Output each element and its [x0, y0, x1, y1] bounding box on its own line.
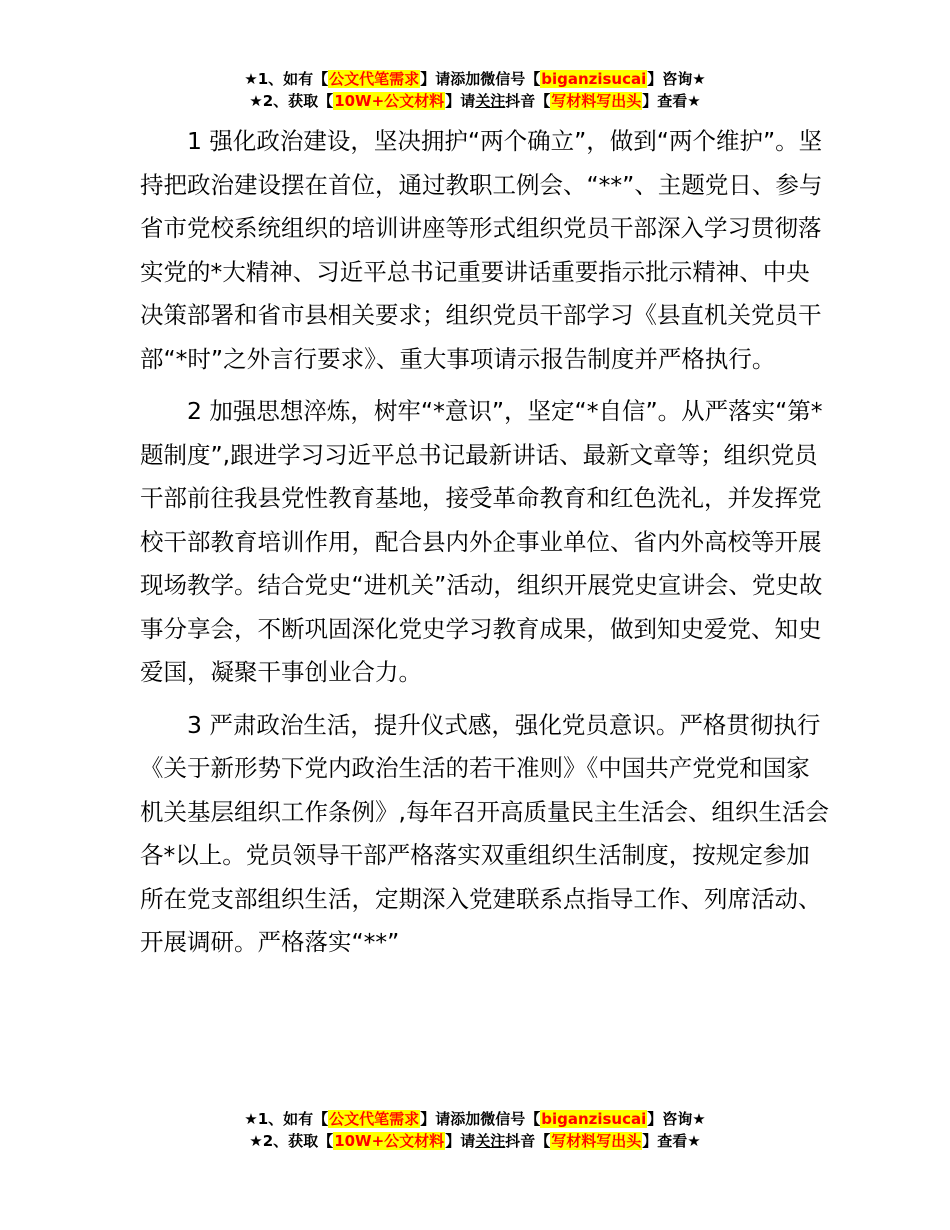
paragraph-3: 3 严肃政治生活，提升仪式感，强化党员意识。严格贯彻执行《关于新形势下党内政治生活的若干准则》《中国共产党党和国家机关基层组织工作条例》,每年召开高质量民主生活会、组织生活会各*以上。党员领导干部严格落实双重组织生活制度，按规定参加所在党支部组织生活，定期深入党建联系点指导工作、列席活动、开展调研。严格落实“**” [140, 710, 829, 956]
document-body [140, 120, 832, 974]
header-line-2-suffix: 】查看★ [642, 92, 701, 110]
header-line-2 [0, 90, 950, 112]
header-line-1-mid: 】请添加微信号【 [420, 70, 541, 88]
header-line-1-suffix: 】咨询★ [647, 70, 706, 88]
header-line-1-prefix: ★1、如有【 [244, 70, 329, 88]
paragraph-1: 1 强化政治建设，坚决拥护“两个确立”，做到“两个维护”。坚持把政治建设摆在首位，通过教职工例会、“**”、主题党日、参与省市党校系统组织的培训讲座等形式组织党员干部深入学习贯彻落实党的*大精神、习近平总书记重要讲话重要指示批示精神、中央决策部署和省市县相关要求；组织党员干部学习《县直机关党员干部“*时”之外言行要求》、重大事项请示报告制度并严格执行。 [140, 127, 823, 373]
footer-line-1-prefix: ★1、如有【 [244, 1110, 329, 1128]
header-banner [0, 68, 950, 112]
header-line-1 [0, 68, 950, 90]
footer-line-1-suffix: 】咨询★ [647, 1110, 706, 1128]
footer-line-2-follow: 关注 [475, 1132, 506, 1150]
header-highlight-wechat-id: biganzisucai [541, 70, 647, 88]
header-line-2-mid-c: 抖音【 [505, 92, 551, 110]
footer-highlight-wechat-id: biganzisucai [541, 1110, 647, 1128]
paragraph-2: 2 加强思想淬炼，树牢“*意识”，坚定“*自信”。从严落实“第*题制度”,跟进学习习近平总书记最新讲话、最新文章等；组织党员干部前往我县党性教育基地，接受革命教育和红色洗礼，并发挥党校干部教育培训作用，配合县内外企事业单位、省内外高校等开展现场教学。结合党史“进机关”活动，组织开展党史宣讲会、党史故事分享会，不断巩固深化党史学习教育成果，做到知史爱党、知史爱国，凝聚干事创业合力。 [140, 397, 823, 686]
header-highlight-douyin: 写材料写出头 [551, 92, 642, 110]
header-highlight-ghostwriting: 公文代笔需求 [329, 70, 420, 88]
footer-banner [0, 1108, 950, 1152]
footer-highlight-materials: 10W+公文材料 [334, 1132, 445, 1150]
header-line-2-prefix: ★2、获取【 [249, 92, 334, 110]
footer-line-1 [0, 1108, 950, 1130]
header-highlight-materials: 10W+公文材料 [334, 92, 445, 110]
footer-line-2-mid-a: 】请 [445, 1132, 476, 1150]
footer-line-2-mid-c: 抖音【 [505, 1132, 551, 1150]
footer-line-2 [0, 1130, 950, 1152]
footer-highlight-douyin: 写材料写出头 [551, 1132, 642, 1150]
footer-line-1-mid: 】请添加微信号【 [420, 1110, 541, 1128]
header-line-2-follow: 关注 [475, 92, 506, 110]
footer-line-2-suffix: 】查看★ [642, 1132, 701, 1150]
header-line-2-mid-a: 】请 [445, 92, 476, 110]
footer-line-2-prefix: ★2、获取【 [249, 1132, 334, 1150]
footer-highlight-ghostwriting: 公文代笔需求 [329, 1110, 420, 1128]
